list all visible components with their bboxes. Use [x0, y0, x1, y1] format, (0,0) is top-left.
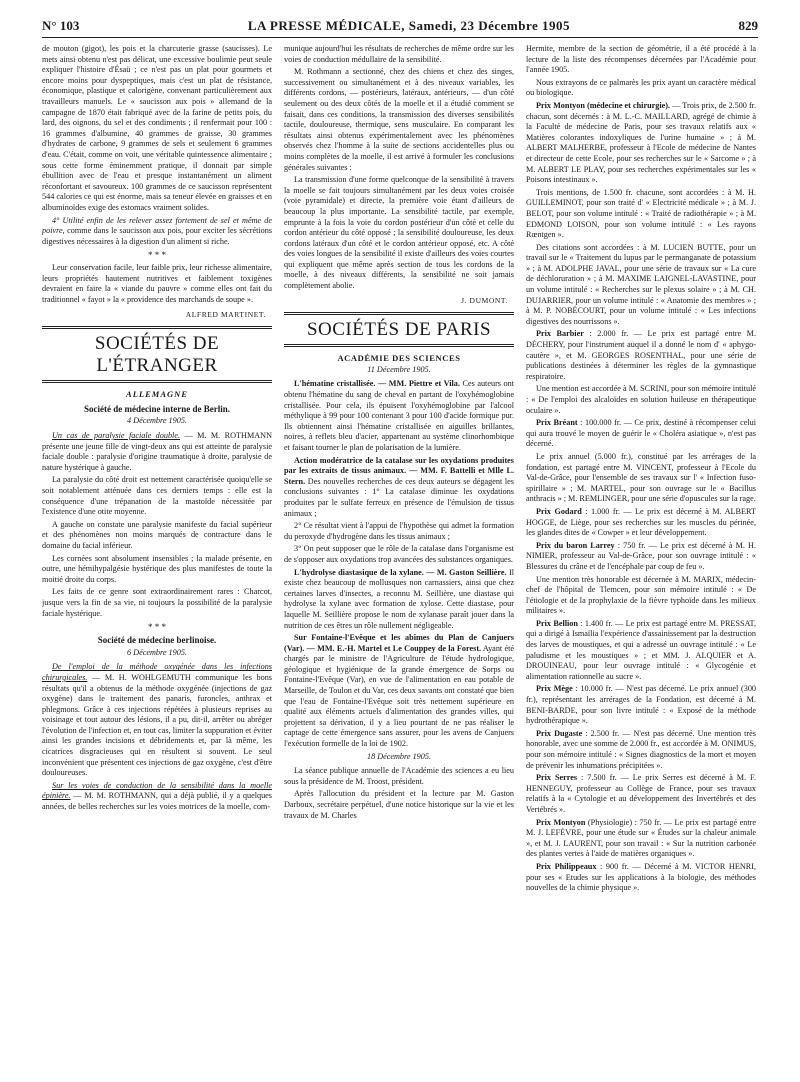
section-title: SOCIÉTÉS DE L'ÉTRANGER — [42, 326, 272, 383]
paragraph: Trois mentions, de 1.500 fr. chacune, sont accordées : à M. H. GUILLEMINOT, pour son traité d' « Electricité médicale » ; à M. J. BELOT, pour son volume intitulé : « Traité de radiothérapie » ; à M. EDMOND LOISON, pour son volume intitulé : « Les rayons Rœntgen ». — [526, 187, 756, 240]
prize-name: Prix Bellion — [536, 618, 578, 628]
paragraph: 3° On peut supposer que le rôle de la catalase dans l'organisme est de s'opposer aux oxydations trop avancées des substances organiques. — [284, 544, 514, 564]
paragraph — [526, 541, 756, 573]
paragraph-lead: 4° Utilité enfin de les relever assez fortement de sel et même de poivre, — [42, 215, 272, 236]
paragraph-text: : 100.000 fr. — Ce prix, destiné à récompenser celui qui aura trouvé le moyen de guérir le « Choléra asiatique », n'est pas décerné. — [526, 418, 756, 449]
section-title: SOCIÉTÉS DE PARIS — [284, 312, 514, 347]
paragraph: 2° Ce résultat vient à l'appui de l'hypothèse qui admet la formation du peroxyde d'hydrogène dans les tissus animaux ; — [284, 521, 514, 541]
prize-name: Prix Barbier — [536, 329, 584, 339]
paragraph-text: comme dans le saucisson aux pois, pour exciter les sécrétions digestives nécessaires à la digestion d'un aliment si riche. — [42, 226, 272, 246]
paragraph — [526, 818, 756, 860]
session-date: 11 Décembre 1905. — [367, 364, 431, 374]
paragraph-text: Ces auteurs ont obtenu l'hématine du sang de cheval en partant de l'oxyhémoglobine cristallisée. Pour cela, ils épuisent l'oxyhémoglobine par l'alcool méthylique à 99 pour 100 contenant 3 pour 100 d'acide formique pur. Ils obtiennent ainsi l'hématine cristallisée en aiguilles brillantes, noires, à reflets bleu d'acier, appartenant au système clinorhombique et faisant tourner le plan de polarisation de la lumière. — [284, 379, 514, 452]
paragraph — [42, 781, 272, 813]
paragraph — [526, 862, 756, 894]
separator-stars: * * * — [148, 250, 166, 261]
author-signature: ALFRED MARTINET. — [185, 309, 266, 319]
paragraph — [42, 216, 272, 248]
paragraph-text: Ayant été chargés par le ministre de l'Agriculture de l'étude hydrologique, géologique et hygiénique de la grande émergence de Sorps ou Fontaine-l'Evêque (Var), en vue de l'alimentation en eau potable de Marseille, de Toulon et du Var, ces deux savants ont constaté que bien que l'eau de Fontaine-l'Evêque soit très nettement supérieure en qualité aux éléments actuels d'alimentation des grandes villes, qui projettent sa dérivation, il y a lieu pourtant de ne pas réaliser le captage de cette émergence sans assurer, pour les avens de Canjuers l'exécution formelle de la loi de 1902. — [284, 643, 514, 749]
prize-name: Prix Mège — [536, 684, 573, 694]
paragraph: A gauche on constate une paralysie manifeste du facial supérieur et des phénomènes non moins marqués de contracture dans le domaine du facial inférieur. — [42, 519, 272, 550]
paragraph-text: : 1.400 fr. — Le prix est partagé entre M. PRESSAT, qui a dirigé à Ismaïlia l'expérience d'assainissement par la destruction des larves de moustiques, et qui a adressé un ouvrage intitulé : « Le paludisme et les moustiques » ; et MM. J. ALQUIER et A. DROUINEAU, pour leur ouvrage intitulé : « Glycogénie et alimentation rationnelle au sucre ». — [526, 618, 756, 681]
paragraph-lead: De l'emploi de la méthode oxygénée dans les infections chirurgicales. — [42, 662, 272, 682]
prize-name: Prix Godard — [536, 506, 582, 516]
column-middle — [284, 44, 514, 1064]
society-heading: Société de médecine berlinoise. — [97, 635, 217, 646]
paragraph: de mouton (gigot), les pois et la charcuterie grasse (saucisses). Le mets ainsi obtenu n'est pas délicat, une excessive boulimie peut seule expliquer l'histoire d'Ésaü ; ce n'est pas un plat pour gourmets et encore moins pour dyspeptiques, mais c'est un plat de résistance, économique, plastique et calorigène, convenant particulièrement aux travailleurs manuels. Le « saucisson aux pois » allemand de la campagne de 1870 était fabriqué avec de la farine de petits pois, du lard, des oignons, du sel et des condiments ; il renfermait pour 100 : 16 grammes d'albumine, 40 grammes de graisse, 30 grammes d'hydrates de carbone, 9 grammes de sels et seulement 6 grammes d'eau. C'était, comme on voit, une véritable quintessence alimentaire ; sous cette forme éminemment pratique, il donnait par simple ébullition avec de l'eau et presque instantanément un aliment réconfortant et savoureux. 100 grammes de ce saucisson représentent 544 calories ce qui est énorme, mais sa teneur élevée en graisses et en albuminoïdes exige des estomacs vraiment solides. — [42, 44, 272, 212]
paragraph-text: — M. H. WOHLGEMUTH communique les bons résultats qu'il a obtenus de la méthode oxygénée (injections de gaz oxygène) dans le traitement des panaris, furoncles, anthrax et phlegmons. Grâce à ces injections répétées à plusieurs reprises au voisinage et tout autour des lésions, il a pu, dit-il, arrêter ou abréger l'évolution de l'infection et, en tout cas, limiter la suppuration et éviter ainsi les grandes incisions et débridements et, par là même, les cicatrices disgracieuses qui en résultent si souvent. Le seul inconvénient que présentent ces injections de gaz oxygène, c'est d'être douloureuses. — [42, 672, 272, 778]
paragraph-text: : 2.500 fr. — N'est pas décerné. Une mention très honorable, avec une somme de 2.000 fr., est accordée à M. ONIMUS, pour son mémoire intitulé : « Signes diagnostics de la mort et moyen de prévenir les inhumations précipitées ». — [526, 728, 756, 770]
paragraph — [526, 773, 756, 815]
page-number-left: N° 103 — [42, 18, 80, 33]
paragraph — [284, 379, 514, 453]
paragraph: Nous extrayons de ce palmarès les prix ayant un caractère médical ou biologique. — [526, 77, 756, 98]
paragraph — [42, 662, 272, 779]
issue-date: Samedi, 23 Décembre 1905 — [408, 18, 571, 33]
session-date: 18 Décembre 1905. — [366, 751, 432, 761]
paragraph — [284, 456, 514, 520]
prize-name: Prix Montyon (médecine et chirurgie). — [536, 100, 671, 110]
paragraph — [526, 729, 756, 771]
paragraph — [526, 619, 756, 683]
paragraph: munique aujourd'hui les résultats de recherches de même ordre sur les voies de conduction médullaire de la sensibilité. — [284, 44, 514, 64]
paragraph-text: : 900 fr. — Décerné à M. VICTOR HENRI, pour ses « Etudes sur les applications à la biologie, des méthodes nouvelles de la chimie physique ». — [526, 861, 756, 893]
paragraph-lead: Sur Fontaine-l'Evêque et les abîmes du Plan de Canjuers (Var). — MM. E.-H. Martel et Le Couppey de la Forest. — [284, 633, 514, 653]
paragraph-text: — Trois prix, de 2.500 fr. chacun, sont décernés : à M. L.-C. MAILLARD, agrégé de chimie à la Faculté de médecine de Paris, pour ses travaux relatifs aux « Matières colorantes indoxyliques de l'urine humaine » ; à M. ALBERT MALHERBE, professeur à l'Ecole de médecine de Nantes et directeur de cette Ecole, pour ses recherches sur le « Sarcome » ; à M. ALBERT LE PLAY, pour ses recherches expérimentales sur les « Poisons intestinaux ». — [526, 100, 756, 185]
prize-name: Prix Philippeaux — [536, 861, 597, 871]
newspaper-page — [42, 18, 758, 1068]
journal-title-line — [248, 18, 570, 34]
paragraph: Hermite, membre de la section de géométrie, il a été procédé à la lecture de la liste des récompenses décernées par l'Académie pour l'année 1905. — [526, 44, 756, 75]
paragraph: Les faits de ce genre sont extraordinairement rares : Charcot, jusque vers la fin de sa vie, ni toujours la possibilité de la paralysie faciale hystérique. — [42, 587, 272, 618]
paragraph-text: : 1.000 fr. — Le prix est décerné à M. ALBERT HOGGE, de Liège, pour ses recherches sur les muscles du périnée, les glandes dites de « Cowper » et leur développement. — [526, 506, 756, 538]
paragraph: Une mention très honorable est décernée à M. MARIX, médecin-chef de l'hôpital de Tlemcen, pour son mémoire intitulé : « De l'étiologie et de la prophylaxie de la fièvre typhoïde dans les milieux militaires ». — [526, 574, 756, 616]
paragraph — [526, 418, 756, 450]
paragraph — [526, 507, 756, 539]
session-date: 4 Décembre 1905. — [127, 416, 187, 426]
prize-name: Prix du baron Larrey — [536, 540, 615, 550]
prize-name: Prix Serres — [536, 773, 578, 783]
prize-name: Prix Dugaste — [536, 728, 583, 738]
country-heading: ALLEMAGNE — [126, 389, 188, 400]
paragraph-text: : 750 fr. — Le prix est décerné à M. H. NIMIER, professeur au Val-de-Grâce, pour son ouvrage intitulé : « Blessures du crâne et de l'encéphale par coup de feu ». — [526, 540, 756, 571]
paragraph — [284, 568, 514, 632]
paragraph — [526, 684, 756, 726]
paragraph — [42, 431, 272, 473]
prize-name: Prix Montyon — [536, 817, 586, 827]
paragraph: Leur conservation facile, leur faible prix, leur richesse alimentaire, leurs propriétés hautement nutritives et faiblement toxigènes devraient en faire la « viande du pauvre » comme elles ont fait du traditionnel « fayot » la « providence des marchands de soupe ». — [42, 263, 272, 305]
paragraph: La séance publique annuelle de l'Académie des sciences a eu lieu sous la présidence de M. Troost, président. — [284, 766, 514, 786]
paragraph-lead: L'hydrolyse diastasique de la xylane. — M. Gaston Seillière. — [294, 567, 507, 577]
academy-heading: ACADÉMIE DES SCIENCES — [337, 353, 461, 364]
journal-name: LA PRESSE MÉDICALE, — [247, 18, 406, 33]
paragraph — [526, 101, 756, 186]
paragraph: M. Rothmann a sectionné, chez des chiens et chez des singes, successivement ou simultanément et à des niveaux variables, les différents cordons, — postérieurs, latéraux, antérieurs, — d'un côté seulement ou des deux côtés de la moelle et il a étudié comment se faisait, dans ces conditions, la transmission des diverses sensibilités tactile, douloureuse, thermique, sens musculaire. En comparant les résultats ainsi obtenus expérimentalement avec les phénomènes observés chez l'homme à la suite de sections accidentelles plus ou moins complètes de la moelle, il est arrivé à formuler les conclusions générales suivantes : — [284, 67, 514, 172]
paragraph-lead: Un cas de paralysie faciale double. — [52, 431, 181, 441]
paragraph-text: : 2.000 fr. — Le prix est partagé entre M. DÉCHERY, pour l'instrument auquel il a donné le nom d' « aphygo-cautère », et M. GEORGES ROSENTHAL, pour une série de publications destinées à déterminer les règles de la gymnastique respiratoire. — [526, 329, 756, 381]
author-signature: J. DUMONT. — [461, 295, 508, 305]
paragraph-lead: Action modératrice de la catalase sur les oxydations produites par les extraits de tissus animaux. — MM. F. Battelli et Mlle L. Stern. — [284, 455, 514, 486]
paragraph-text: : 10.000 fr. — N'est pas décerné. Le prix annuel (300 fr.), représentant les arrérages de la Fondation, est décerné à M. BENI-BARDE, pour son livre intitulé : « Exposé de la méthode hydrothérapique ». — [526, 684, 756, 726]
paragraph: La paralysie du côté droit est nettement caractérisée quoiqu'elle se soit notablement atténuée dans ces derniers temps : elle est la conséquence d'une trépanation de la mastoïde nécessitée par l'existence d'une otite moyenne. — [42, 475, 272, 517]
paragraph-text: — M. M. ROTHMANN, qui a déjà publié, il y a quelques années, de belles recherches sur les voies motrices de la moelle, com- — [42, 791, 272, 812]
paragraph: Les cornées sont absolument insensibles ; la malade présente, en outre, une hémihypalgésie hystérique des plus manifestes de toute la moitié droite du corps. — [42, 553, 272, 584]
column-right — [526, 44, 756, 1064]
separator-stars: * * * — [148, 622, 166, 633]
paragraph — [526, 329, 756, 382]
paragraph: La transmission d'une forme quelconque de la sensibilité à travers la moelle se fait toujours simultanément par les deux voies croisée (voie pyramidale) et directe, la première voie étant d'ailleurs de beaucoup la plus importante. La sensibilité tactile, par exemple, emprunte à la fois la voie du cordon postérieur d'un côté et celle du cordon antérieur du côté opposé ; la sensibilité douloureuse, les deux cordons latéraux d'un côté et le cordon antérieur opposé, etc. A côté des voies longues de la sensibilité il existe d'ailleurs des voies courtes qui expliquent que même après section de tous les cordons de la moelle, à des niveaux différents, la sensibilité ne soit jamais complètement abolie. — [284, 175, 514, 291]
session-date: 6 Décembre 1905. — [127, 647, 187, 657]
paragraph-lead: L'hématine cristallisée. — MM. Piettre et Vila. — [294, 379, 460, 389]
paragraph-text: (Physiologie) : 750 fr. — Le prix est partagé entre M. J. LEFÈVRE, pour une étude sur « Études sur la chaleur animale », et M. J. LAURENT, pour son travail : « Sur la nutrition carbonée des plantes vertes à l'aide de matières organiques ». — [526, 817, 756, 859]
paragraph: Des citations sont accordées : à M. LUCIEN BUTTE, pour un travail sur le « Traitement du lupus par le permanganate de potassium » ; à M. ADOLPHE JAVAL, pour une série de travaux sur « La cure de déchloruration » ; à M. MAXIME LAIGNEL-LAVASTINE, pour un volume intitulé : « Recherches sur le plexus solaire » ; à M. CH. DUJARRIER, pour un volume intitulé : « Anatomie des membres » ; à M. P. NOBÉCOURT, pour un volume intitulé : « Les infections digestives des nourrissons ». — [526, 242, 756, 326]
column-left — [42, 44, 272, 1064]
paragraph: Après l'allocution du président et la lecture par M. Gaston Darboux, secrétaire perpétuel, d'une notice historique sur la vie et les travaux de M. Charles — [284, 789, 514, 820]
page-number-right: 829 — [738, 18, 758, 33]
paragraph-text: Il existe chez beaucoup de mollusques non carnassiers, ainsi que chez certaines larves d'insectes, a reconnu M. Seillière, une diastase qui hydrolyse la xylane avec formation de xylose. Cette diastase, pour laquelle M. Seillière propose le nom de xylanase paraît jouer dans la nutrition de ces êtres un rôle nullement négligeable. — [284, 567, 514, 630]
paragraph: Le prix annuel (5.000 fr.), constitué par les arrérages de la fondation, est partagé entre M. VINCENT, professeur à l'Ecole du Val-de-Grâce, pour l'ensemble de ses travaux sur l' « Infection fuso-spirillaire » ; M. MARTEL, pour son ouvrage sur le « Bacillus anthracis » ; M. REMLINGER, pour une série d'opuscules sur la rage. — [526, 451, 756, 504]
paragraph: Une mention est accordée à M. SCRINI, pour son mémoire intitulé : « De l'emploi des alcaloïdes en solution huileuse en thérapeutique oculaire ». — [526, 384, 756, 415]
page-header — [42, 18, 758, 38]
prize-name: Prix Bréant — [536, 418, 578, 428]
paragraph-lead: Sur les voies de conduction de la sensibilité dans la moelle épinière. — [42, 780, 272, 801]
paragraph-text: — M. M. ROTHMANN présente une jeune fille de vingt-deux ans qui est atteinte de paralysie faciale double : paralysie d'origine traumatique à droite, paralysie de nature hystérique à gauche. — [42, 431, 272, 472]
paragraph-text: Des nouvelles recherches de ces deux auteurs se dégagent les conclusions suivantes : 1° La catalase diminue les oxydations produites par le sulfate ferreux en présence de l'émulsion de tissus animaux ; — [284, 476, 514, 518]
paragraph — [284, 633, 514, 750]
paragraph-text: : 7.500 fr. — Le prix Serres est décerné à M. F. HENNEGUY, professeur au Collège de France, pour ses travaux relatifs à la « Cytologie et au développement des Invertébrés et des Vertébrés ». — [526, 773, 756, 814]
society-heading: Société de médecine interne de Berlin. — [84, 403, 230, 414]
